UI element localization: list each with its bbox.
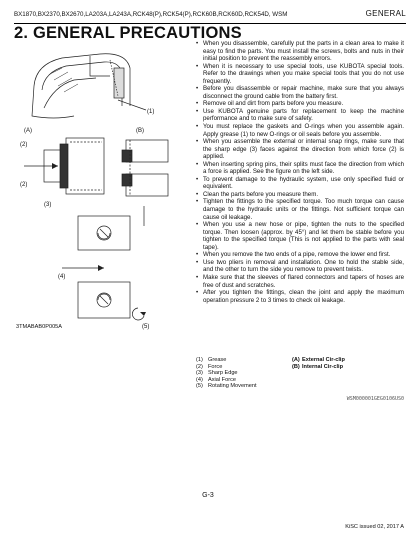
- spring-pin-drawing-2: [78, 282, 146, 320]
- spring-pin-drawing-1: [62, 216, 130, 271]
- list-item: • To prevent damage to the hydraulic system, use only specified fluid or equivalent.: [196, 176, 404, 191]
- figure-illustration: [14, 46, 182, 342]
- document-code: WSM000001GEG0106US0: [346, 396, 404, 402]
- list-item: • Remove oil and dirt from parts before you measure.: [196, 100, 404, 108]
- list-item: • Tighten the fittings to the specified torque. Too much torque can cause damage to the hydraulic units or the fittings. Not sufficient torque can cause oil leakage.: [196, 198, 404, 221]
- legend-row: (B) Internal Cir-clip: [292, 363, 344, 370]
- label-4: (4): [58, 274, 66, 280]
- oring-drawing: [32, 54, 146, 118]
- internal-circlip-drawing: [122, 140, 168, 226]
- figure-code: 3TMABAB0P005A: [16, 324, 63, 330]
- list-item: • Make sure that the sleeves of flared connectors and tapers of hoses are free of dust and scratches.: [196, 274, 404, 289]
- label-A: (A): [24, 128, 32, 134]
- legend-row: (1) Grease: [196, 357, 227, 363]
- label-2-b: (2): [20, 182, 28, 188]
- legend-row: (4) Axial Force: [196, 376, 236, 383]
- legend-numbers: [196, 357, 257, 390]
- precautions-figure: [14, 46, 182, 342]
- section-name: GENERAL: [365, 9, 406, 18]
- list-item: • Before you disassemble or repair machine, make sure that you always disconnect the ground cable from the battery first.: [196, 85, 404, 100]
- list-item: • When you disassemble, carefully put the parts in a clean area to make it easy to find the parts. You must install the screws, bolts and nuts in their initial position to prevent the reassembly errors.: [196, 40, 404, 63]
- list-item: • When it is necessary to use special tools, use KUBOTA special tools. Refer to the drawings when you make special tools that you do not use frequently.: [196, 63, 404, 86]
- list-item: • Use two pliers in removal and installation. One to hold the stable side, and the other to turn the side you remove to prevent twists.: [196, 259, 404, 274]
- list-item: • When you assemble the external or internal snap rings, make sure that the sharp edge (3) faces against the direction from which force (2) is applied.: [196, 138, 404, 161]
- list-item: • When you remove the two ends of a pipe, remove the lower end first.: [196, 251, 404, 259]
- label-3: (3): [44, 202, 52, 208]
- label-5: (5): [142, 324, 150, 330]
- label-2-a: (2): [20, 142, 28, 148]
- external-circlip-drawing: [24, 138, 104, 194]
- legend-row: (A) External Cir-clip: [292, 357, 345, 363]
- list-item: • Clean the parts before you measure them.: [196, 191, 404, 199]
- label-1: (1): [147, 109, 155, 115]
- page-title: 2. GENERAL PRECAUTIONS: [14, 24, 242, 42]
- legend-letters: [292, 357, 345, 370]
- legend-row: (3) Sharp Edge: [196, 370, 238, 377]
- list-item: • Use KUBOTA genuine parts for replacement to keep the machine performance and to make sure of safety.: [196, 108, 404, 123]
- model-list: BX1870,BX2370,BX2670,LA203A,LA243A,RCK48(P),RCK54(P),RCK60B,RCK60D,RCK54D, WSM: [14, 11, 288, 18]
- issue-info: KiSC issued 02, 2017 A: [345, 524, 404, 530]
- list-item: • You must replace the gaskets and O-rings when you assemble again. Apply grease (1) to new O-rings or oil seals before you assemble.: [196, 123, 404, 138]
- label-B: (B): [136, 128, 144, 134]
- list-item: • When inserting spring pins, their splits must face the direction from which a force is applied. See the figure on the left side.: [196, 161, 404, 176]
- legend-row: (5) Rotating Movement: [196, 383, 257, 390]
- list-item: • When you use a new hose or pipe, tighten the nuts to the specified torque. Then loosen (approx. by 45°) and let them be stable before you tighten to the specified torque (This is not applied to the parts with seal tape).: [196, 221, 404, 251]
- legend-row: (2) Force: [196, 363, 223, 370]
- page-header: [14, 9, 406, 24]
- precautions-list: [196, 40, 404, 304]
- list-item: • After you tighten the fittings, clean the joint and apply the maximum operation pressure 2 to 3 times to check oil leakage.: [196, 289, 404, 304]
- page-number: G-3: [202, 492, 214, 499]
